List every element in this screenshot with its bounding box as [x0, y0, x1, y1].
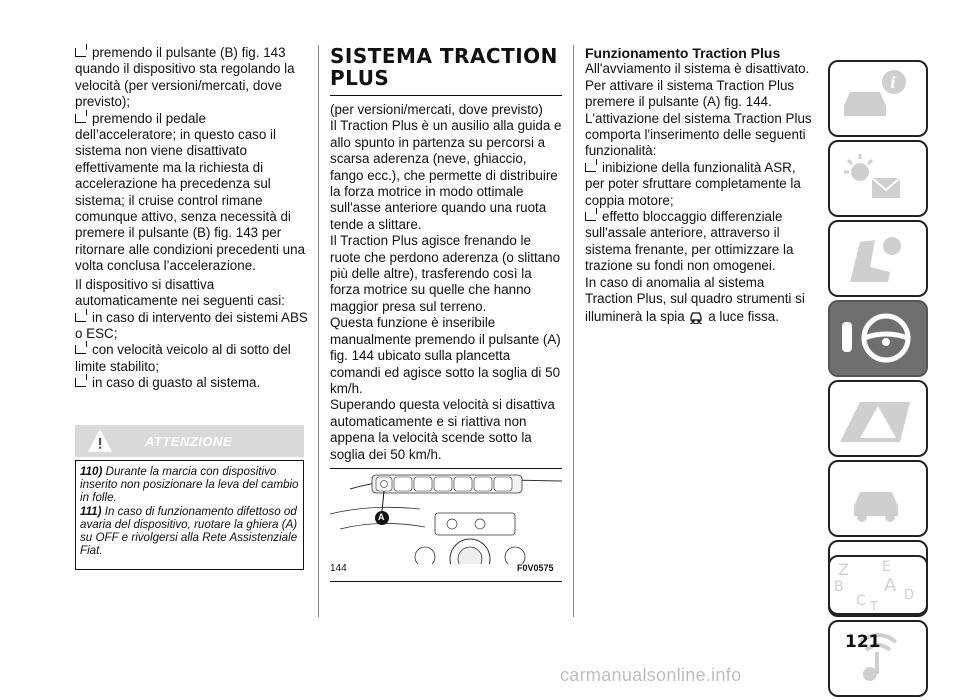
svg-text:E: E — [882, 559, 891, 575]
svg-text:A: A — [884, 575, 897, 596]
index-letters-icon — [830, 557, 926, 613]
safety-seat-icon — [830, 222, 926, 295]
bullet-paragraph: con velocità veicolo al di sotto del limite stabilito; — [75, 342, 291, 374]
column-2 — [330, 45, 562, 463]
column-divider — [573, 45, 574, 617]
car-info-icon — [830, 62, 926, 135]
warning-triangle-icon — [87, 429, 113, 453]
tab-maintenance[interactable] — [828, 460, 928, 537]
tab-index[interactable] — [828, 555, 928, 615]
paragraph: Questa funzione è inseribile manualmente premendo il pulsante (A) fig. 144 ubicato sulla plancetta comandi ed agisce sotto la soglia di 50 km/h. — [330, 315, 561, 396]
bullet-paragraph: inibizione della funzionalità ASR, per poter sfruttare completamente la coppia motore; — [585, 159, 801, 208]
svg-text:B: B — [834, 579, 844, 595]
figure-code: F0V0575 — [517, 563, 554, 573]
svg-text:T: T — [870, 600, 878, 613]
paragraph: All'avviamento il sistema è disattivato. Per attivare il sistema Traction Plus premere il pulsante (A) fig. 144. — [585, 61, 810, 110]
bullet-icon — [75, 378, 86, 387]
column-3 — [585, 45, 815, 325]
svg-text:D: D — [904, 588, 915, 603]
warning-item: 110) Durante la marcia con dispositivo inserito non posizionare la leva del cambio in folle. — [80, 465, 299, 505]
svg-text:Z: Z — [838, 560, 849, 579]
subsection-title: Funzionamento Traction Plus — [585, 45, 781, 61]
paragraph: Il dispositivo si disattiva automaticamente nei seguenti casi: — [75, 276, 285, 309]
paragraph: Superando questa velocità si disattiva automaticamente e si riattiva non appena la velocità scende sotto la soglia dei 50 km/h. — [330, 397, 555, 462]
warning-header — [75, 425, 304, 457]
warning-body — [75, 460, 304, 570]
figure-number: 144 — [330, 563, 347, 574]
emergency-icon — [830, 382, 926, 455]
tab-safety[interactable] — [828, 220, 928, 297]
bullet-icon — [585, 163, 596, 172]
column-1 — [75, 45, 310, 392]
bullet-icon — [75, 345, 86, 354]
page-number: 121 — [845, 632, 881, 652]
dashboard-illustration — [330, 469, 562, 564]
bullet-icon — [585, 212, 596, 221]
warning-title: ATTENZIONE — [145, 434, 233, 449]
bullet-paragraph: premendo il pulsante (B) fig. 143 quando il dispositivo sta regolando la velocità (per versioni/mercati, dove previsto); — [75, 45, 295, 110]
paragraph: In caso di anomalia al sistema Traction Plus, sul quadro strumenti si illuminerà la spia a luce fissa. — [585, 274, 805, 324]
section-title: SISTEMA TRACTION PLUS — [330, 45, 562, 96]
steering-wheel-icon — [830, 302, 926, 375]
bullet-paragraph: effetto bloccaggio differenziale sull'assale anteriore, attraverso il sistema frenante, per ottimizzare la trazione su fondi non omogenei. — [585, 209, 794, 274]
bullet-icon — [75, 48, 86, 57]
tab-dashboard-lights[interactable] — [828, 140, 928, 217]
tab-info[interactable] — [828, 60, 928, 137]
car-service-icon — [830, 462, 926, 535]
bullet-icon — [75, 114, 86, 123]
bullet-paragraph: in caso di intervento dei sistemi ABS o ESC; — [75, 309, 308, 341]
paragraph: L'attivazione del sistema Traction Plus comporta l'inserimento delle seguenti funzionalità: — [585, 110, 812, 159]
svg-text:C: C — [856, 593, 866, 609]
bullet-icon — [75, 313, 86, 322]
tab-starting-driving[interactable] — [828, 300, 928, 377]
column-divider — [318, 45, 319, 617]
paragraph: (per versioni/mercati, dove previsto) — [330, 102, 543, 117]
warning-item: 111) In caso di funzionamento difettoso od avaria del dispositivo, ruotare la ghiera (A) su OFF e rivolgersi alla Rete Assistenziale Fiat. — [80, 504, 298, 558]
traction-warning-light-icon — [688, 308, 704, 324]
paragraph: Il Traction Plus agisce frenando le ruote che perdono aderenza (o slittano più delle altre), trasferendo così la forza motrice su quelle che hanno maggior presa sul terreno. — [330, 233, 561, 314]
paragraph: Il Traction Plus è un ausilio alla guida e allo spunto in partenza su percorsi a scarsa aderenza (neve, ghiaccio, fango ecc.), che permette di distribuire la forza motrice in modo ottimale sull'asse anteriore quando una ruota tende a slittare. — [330, 118, 562, 232]
watermark[interactable]: carmanualsonline.info — [560, 665, 742, 685]
figure-callout-label: A — [378, 512, 385, 522]
warning-lights-icon — [830, 142, 926, 215]
svg-text:i: i — [890, 73, 897, 92]
tab-emergency[interactable] — [828, 380, 928, 457]
bullet-paragraph: premendo il pedale dell’acceleratore; in questo caso il sistema non viene disattivato effettivamente ma la richiesta di accelerazione ha precedenza sul sistema; il cruise control rimane comunque attivo, senza necessità di premere il pulsante (B) fig. 143 per ritornare alle condizioni precedenti una volta conclusa l’accelerazione. — [75, 110, 306, 274]
bullet-paragraph: in caso di guasto al sistema. — [75, 375, 310, 391]
